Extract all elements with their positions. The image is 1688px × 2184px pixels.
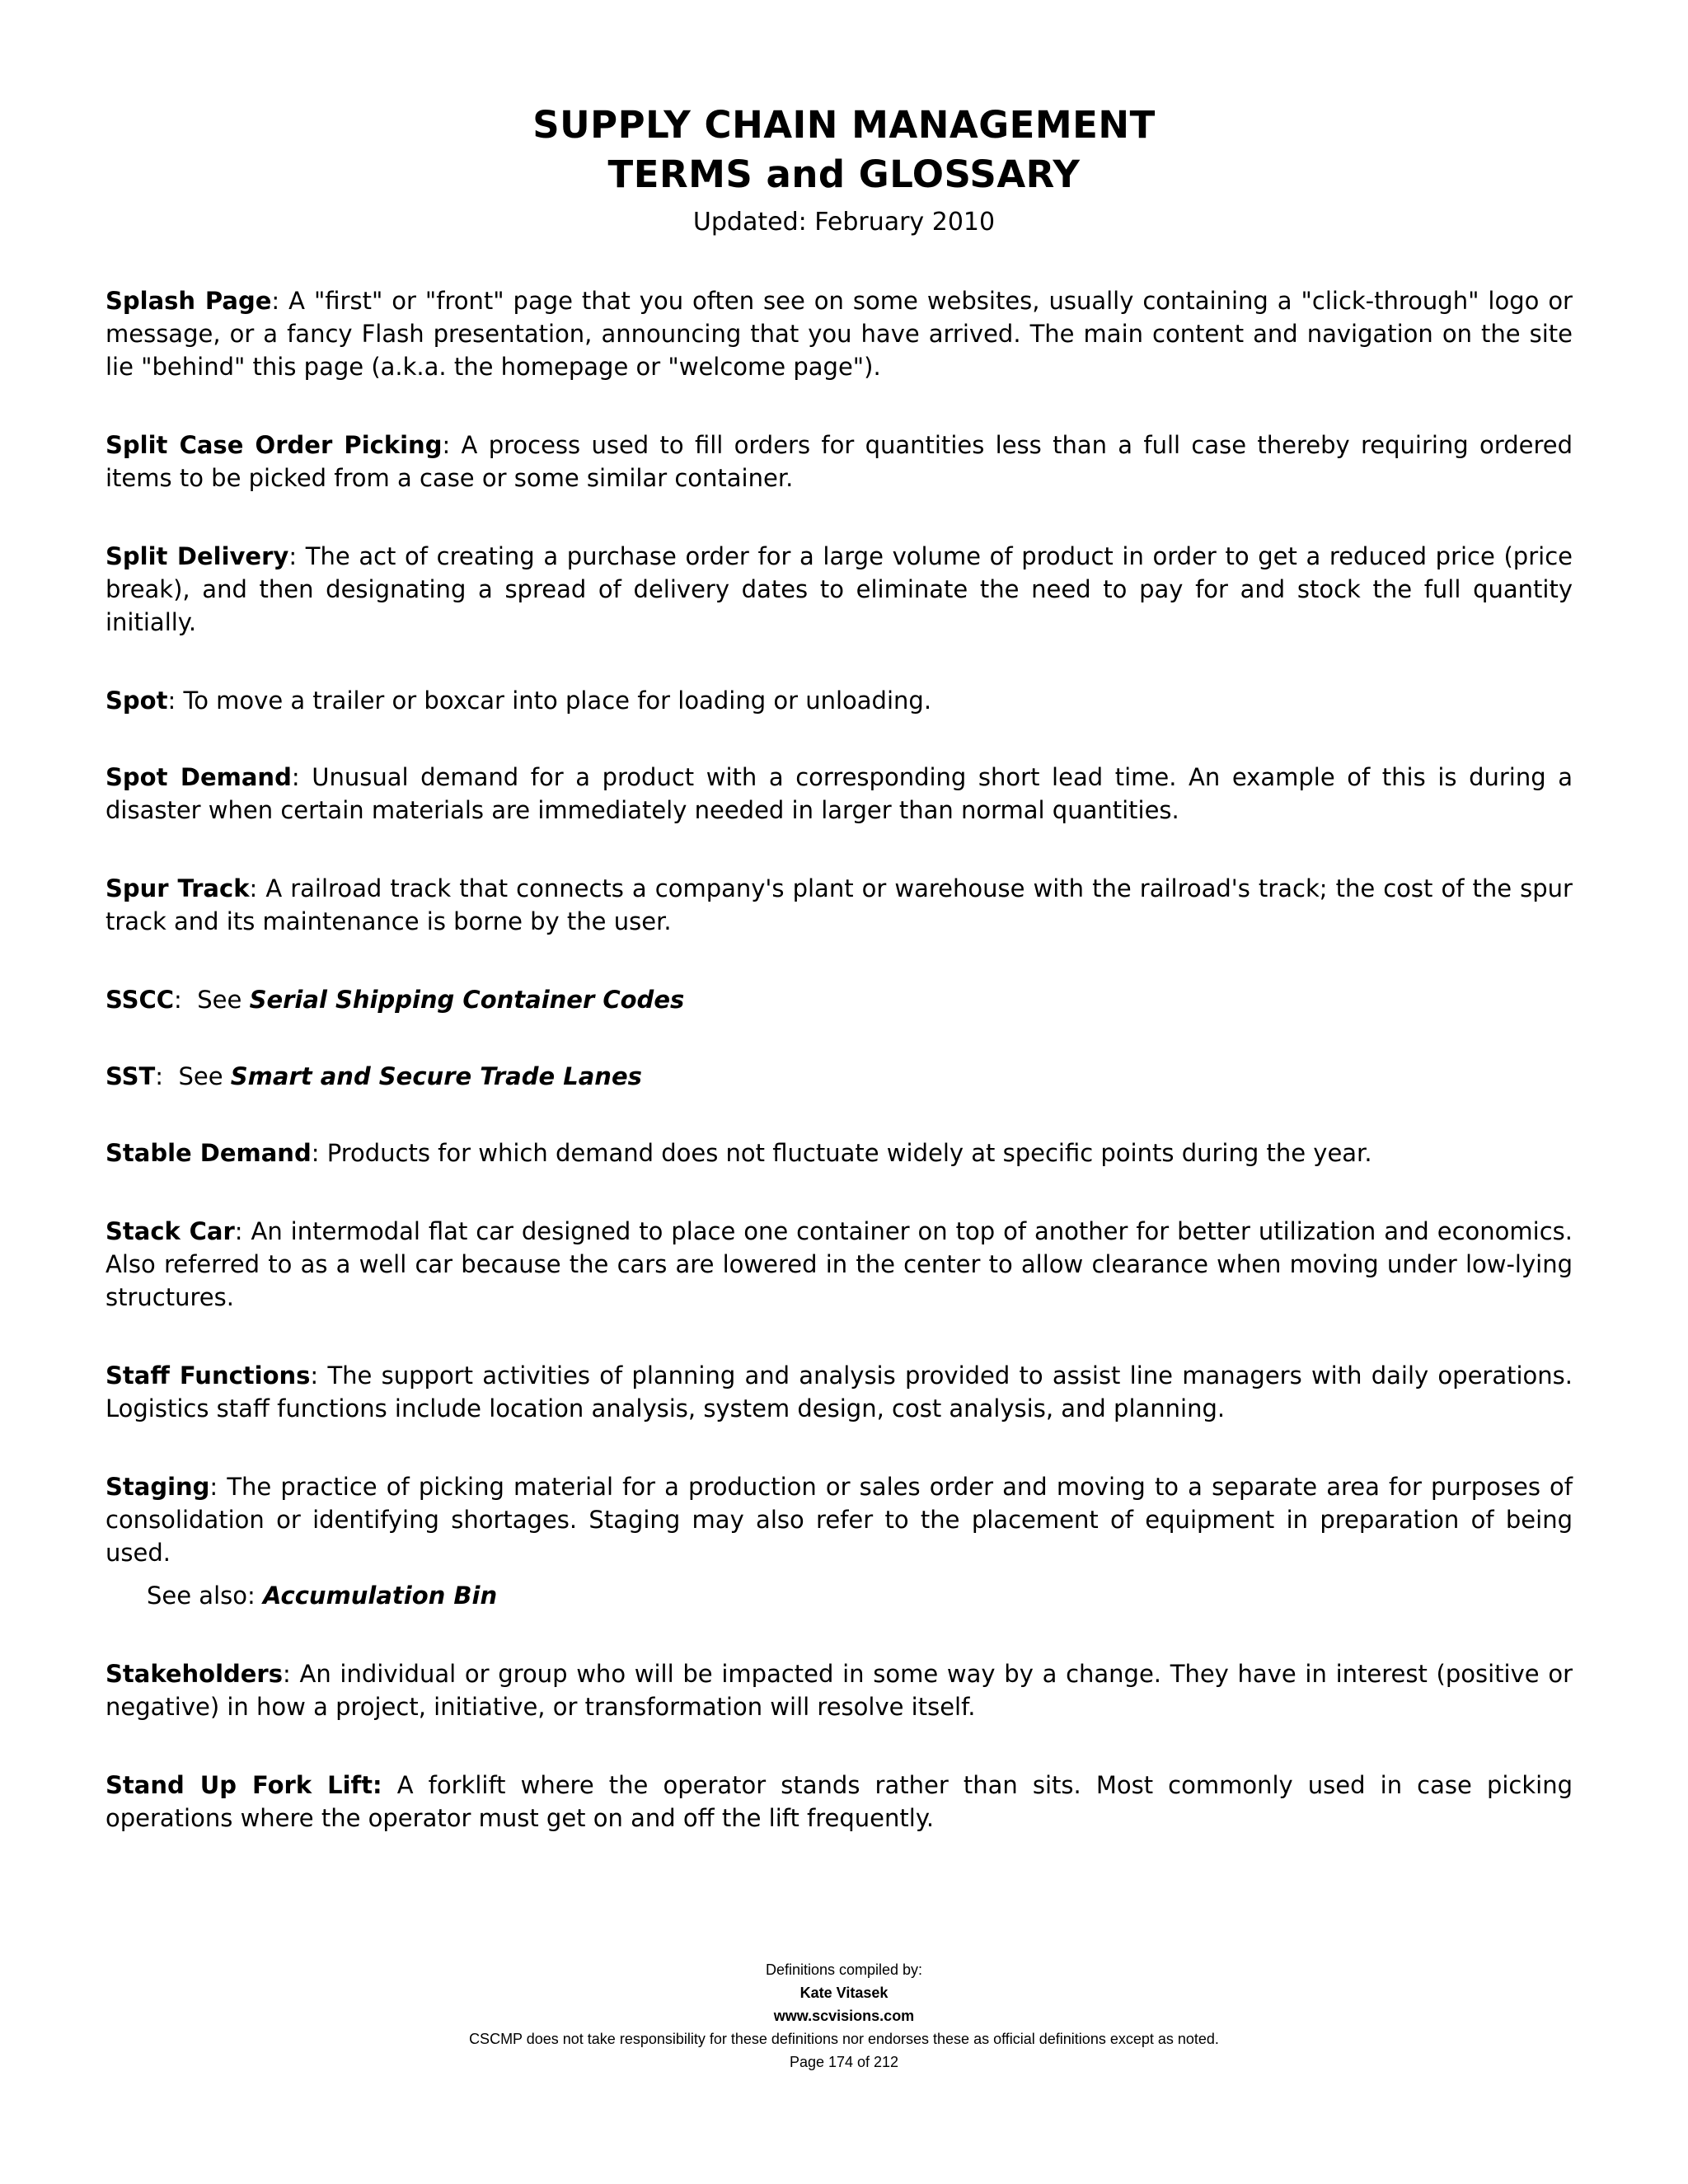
glossary-term: Split Case Order Picking (106, 431, 443, 459)
document-title-line-2: TERMS and GLOSSARY (607, 152, 1081, 196)
glossary-entry-stack-car (106, 1215, 1573, 1314)
glossary-term: Spot (106, 687, 168, 715)
term-separator: : (249, 874, 266, 902)
see-also-label: See also: (147, 1582, 263, 1610)
glossary-entry-staff-functions (106, 1359, 1573, 1425)
glossary-definition: The support activities of planning and analysis provided to assist line managers with daily operations. Logistics staff functions include location analysis, system design, cost analysis, and planning. (106, 1361, 1573, 1422)
updated-date: Updated: February 2010 (692, 208, 996, 237)
glossary-term: Spot Demand (106, 763, 292, 791)
glossary-entry-split-delivery (106, 540, 1573, 639)
author-name: Kate Vitasek (799, 1985, 889, 2001)
term-separator: : (271, 287, 289, 315)
page-footer (0, 1958, 1688, 2074)
glossary-entry-split-case-order-picking (106, 429, 1573, 494)
page-number: Page 174 of 212 (789, 2054, 899, 2070)
glossary-entry-stable-demand (106, 1137, 1573, 1169)
glossary-entry-sst (106, 1060, 1573, 1093)
glossary-term: Stable Demand (106, 1139, 312, 1167)
website-link[interactable]: www.scvisions.com (773, 2008, 915, 2024)
glossary-term: SST (106, 1062, 156, 1090)
disclaimer-text: CSCMP does not take responsibility for these definitions nor endorses these as official definitions except as noted. (469, 2031, 1219, 2047)
term-separator: : (283, 1660, 300, 1688)
term-separator: : (234, 1217, 251, 1245)
document-header (0, 101, 1688, 241)
glossary-term: Stack Car (106, 1217, 235, 1245)
glossary-definition: A "first" or "front" page that you often see on some websites, usually containing a "click-through" logo or message, or a fancy Flash presentation, announcing that you have arrived. The main content and navigation on the site lie "behind" this page (a.k.a. the homepage or "welcome page"). (106, 287, 1573, 381)
glossary-definition: A railroad track that connects a company's plant or warehouse with the railroad's track; the cost of the spur track and its maintenance is borne by the user. (106, 874, 1573, 935)
glossary-entry-staging (106, 1470, 1573, 1612)
glossary-entry-splash-page (106, 284, 1573, 383)
glossary-term: Split Delivery (106, 542, 289, 570)
term-separator: : (310, 1361, 328, 1390)
glossary-definition: An intermodal flat car designed to place one container on top of another for better utilization and economics. Also referred to as a well car because the cars are lowered in the center to allow clearance when moving under low-lying structures. (106, 1217, 1573, 1311)
glossary-entry-stand-up-fork-lift (106, 1769, 1573, 1835)
glossary-term: Stakeholders (106, 1660, 283, 1688)
glossary-definition: The practice of picking material for a production or sales order and moving to a separate area for purposes of consolidation or identifying shortages. Staging may also refer to the placement of equipment in preparation of being used. (106, 1473, 1573, 1567)
glossary-term: Spur Track (106, 874, 250, 902)
glossary-definition: To move a trailer or boxcar into place for loading or unloading. (183, 687, 932, 715)
glossary-entry-spot (106, 684, 1573, 717)
glossary-entry-stakeholders (106, 1657, 1573, 1723)
glossary-entry-spot-demand (106, 761, 1573, 827)
compiled-by-label: Definitions compiled by: (765, 1961, 923, 1978)
term-separator: : (167, 687, 184, 715)
glossary-definition: A process used to fill orders for quantities less than a full case thereby requiring ordered items to be picked from a case or some similar container. (106, 431, 1573, 492)
glossary-term: Stand Up Fork Lift: (106, 1771, 382, 1799)
term-separator: : See (155, 1062, 231, 1090)
glossary-term: Staging (106, 1473, 210, 1501)
cross-reference: Serial Shipping Container Codes (249, 986, 685, 1014)
document-title-line-1: SUPPLY CHAIN MANAGEMENT (532, 103, 1156, 147)
glossary-definition: A forklift where the operator stands rather than sits. Most commonly used in case picking operations where the operator must get on and off the lift frequently. (106, 1771, 1573, 1832)
glossary-term: Staff Functions (106, 1361, 311, 1390)
term-separator (382, 1771, 397, 1799)
term-separator: : (442, 431, 462, 459)
term-separator: : (311, 1139, 327, 1167)
glossary-definition: The act of creating a purchase order for a large volume of product in order to get a reduced price (price break), and then designating a spread of delivery dates to eliminate the need to pay for and stock the full quantity initially. (106, 542, 1573, 636)
term-separator: : See (174, 986, 250, 1014)
glossary-entry-spur-track (106, 872, 1573, 938)
term-separator: : (209, 1473, 227, 1501)
glossary-term: SSCC (106, 986, 175, 1014)
see-also-line (106, 1579, 1573, 1612)
cross-reference: Accumulation Bin (262, 1582, 498, 1610)
term-separator: : (291, 763, 312, 791)
glossary-definition: Unusual demand for a product with a corresponding short lead time. An example of this is during a disaster when certain materials are immediately needed in larger than normal quantities. (106, 763, 1573, 824)
glossary-definition: Products for which demand does not fluctuate widely at specific points during the year. (326, 1139, 1372, 1167)
glossary-term: Splash Page (106, 287, 272, 315)
glossary-entry-sscc (106, 983, 1573, 1016)
glossary-entries (106, 284, 1573, 1880)
cross-reference: Smart and Secure Trade Lanes (230, 1062, 642, 1090)
term-separator: : (288, 542, 306, 570)
glossary-definition: An individual or group who will be impacted in some way by a change. They have in interest (positive or negative) in how a project, initiative, or transformation will resolve itself. (106, 1660, 1573, 1721)
